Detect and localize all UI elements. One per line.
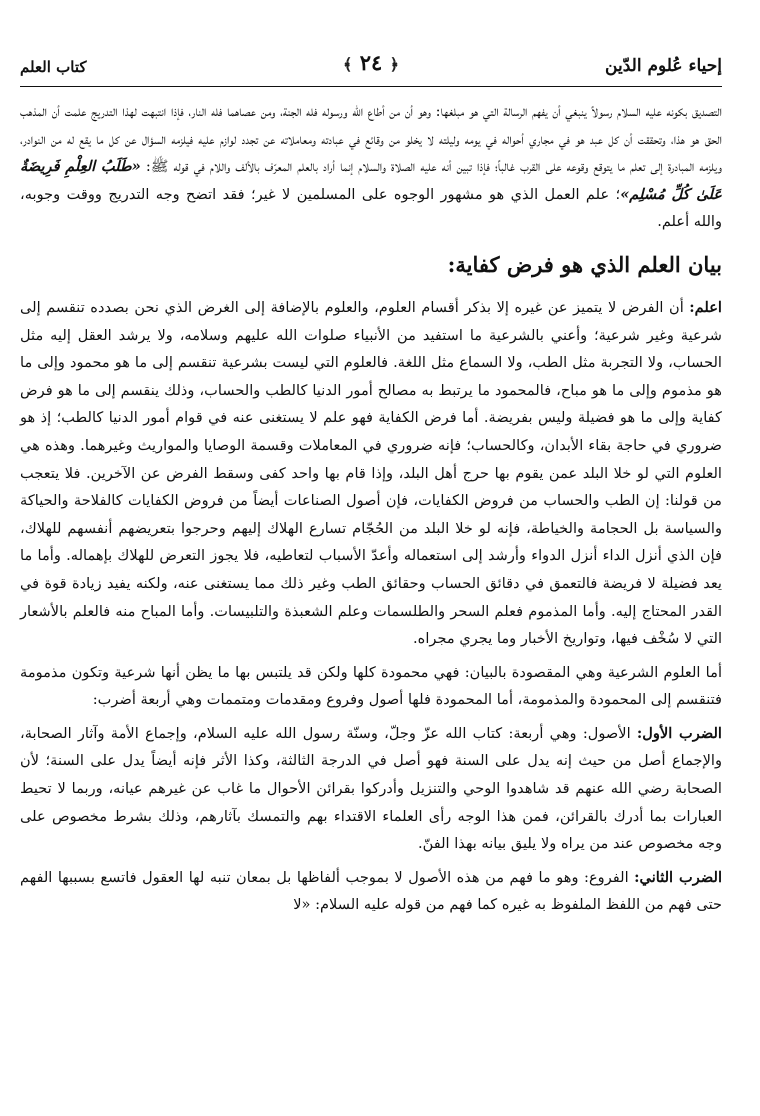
page-header [20, 50, 722, 87]
book-title: إحياء عُلوم الدّين [605, 56, 722, 76]
paragraph-sharia [20, 659, 722, 714]
hadith-quote: «طَلَبُ العِلْمِ فَرِيضَةٌ عَلَىٰ كُلِّ مُسْلِم» [20, 158, 722, 203]
paragraph-text: الأصول: وهي أربعة: كتاب الله عزّ وجلّ، وسنّة رسول الله عليه السلام، وإجماع الأمة وآثار الصحابة، والإجماع أصل من حيث إنه يدل على السنة فهو أصل في الدرجة الثالثة، وكذا الأثر فإنه أيضاً يدل على السنة؛ لأن الصحابة رضي الله عنهم قد شاهدوا الوحي والتنزيل وأدركوا بقرائن الأحوال ما غاب عن غيرهم عيانه، وربما لا تحيط العبارات بما أدرك بالقرائن، فمن هذا الوجه رأى العلماء الاقتداء بهم والتمسك بآثارهم، وذلك بشرط مخصوص على وجه مخصوص عند من يراه ولا يليق بيانه بهذا الفنّ. [20, 724, 722, 853]
paragraph-lead: الضرب الثاني: [634, 868, 722, 886]
page-number: ٢٤ [359, 50, 383, 75]
paragraph-text: ؛ علم العمل الذي هو مشهور الوجوه على المسلمين لا غير؛ فقد اتضح وجه التدريج ووقت وجوبه، والله أعلم. [20, 185, 722, 231]
paragraph-text: الفروع: وهو ما فهم من هذه الأصول لا بموجب ألفاظها بل بمعان تنبه لها العقول فاتسع بسببها الفهم حتى فهم من اللفظ الملفوظ به غيره كما فهم من قوله عليه السلام: «لا [20, 868, 722, 914]
paragraph-text: أن الفرض لا يتميز عن غيره إلا بذكر أقسام العلوم، والعلوم بالإضافة إلى الغرض الذي نحن بصدده تنقسم إلى شرعية وغير شرعية؛ وأعني بالشرعية ما استفيد من الأنبياء صلوات الله عليهم وسلامه، ولا يرشد العقل إليه مثل الحساب، ولا التجربة مثل الطب، ولا السماع مثل اللغة. فالعلوم التي ليست بشرعية تنقسم إلى ما هو محمود وإلى ما هو مذموم وإلى ما هو مباح، فالمحمود ما يرتبط به مصالح أمور الدنيا كالطب والحساب، وذلك ينقسم إلى ما هو فرض كفاية وإلى ما هو فضيلة وليس بفريضة. أما فرض الكفاية فهو علم لا يستغنى عنه في قوام أمور الدنيا كالطب؛ إذ هو ضروري في حاجة بقاء الأبدان، وكالحساب؛ فإنه ضروري في المعاملات وقسمة الوصايا والمواريث وغيرهما. وهذه هي العلوم التي لو خلا البلد عمن يقوم بها حرج أهل البلد، وإذا قام بها واحد كفى وسقط الفرض عن الآخرين. فلا يتعجب من قولنا: إن الطب والحساب من فروض الكفايات، فإن أصول الصناعات أيضاً من فروض الكفايات كالفلاحة والحياكة والسياسة بل الحجامة والخياطة، فإنه لو خلا البلد من الحُجّام تسارع الهلاك إليهم وحرجوا بتعريضهم أنفسهم للهلاك، فإن الذي أنزل الداء أنزل الدواء وأرشد إلى استعماله وأعدّ الأسباب لتعاطيه، فلا يجوز التعرض للهلاك بإهماله. وأما ما يعد فضيلة لا فريضة فالتعمق في دقائق الحساب وحقائق الطب وغير ذلك مما يستغنى عنه، ولكنه يفيد زيادة قوة في القدر المحتاج إليه. وأما المذموم فعلم السحر والطلسمات وعلم الشعبذة والتلبيسات. وأما المباح منه فالعلم بالأشعار التي لا سُخْف فيها، وتواريخ الأخبار وما يجري مجراه. [20, 298, 722, 648]
paragraph-intro [20, 98, 722, 236]
ornament-bracket-icon: ﴾ [343, 55, 353, 74]
page-number-block [343, 50, 399, 75]
paragraph-lead: الضرب الأول: [636, 724, 722, 742]
paragraph-lead: اعلم: [689, 298, 722, 316]
paragraph-text: أما العلوم الشرعية وهي المقصودة بالبيان: فهي محمودة كلها ولكن قد يلتبس بها ما يظن أنها شرعية وتكون مذمومة فتنقسم إلى المحمودة والمذمومة، أما المحمودة فلها أصول وفروع ومقدمات ومتممات وهي أربعة أضرب: [20, 663, 722, 709]
paragraph-text: التصديق بكونه عليه السلام رسولاً ينبغي أن يفهم الرسالة التي هو مبلغها: وهو أن من أطاع الله ورسوله فله الجنة، ومن عصاهما فله النار، فإذا انتبهت لهذا التدريج علمت أن المذهب الحق هو هذا، وتحققت أن كل عبد هو في مجاري أحواله في يومه وليلته لا يخلو من وقائع في عبادته ومعاملاته عن تجدد لوازم عليه فيلزمه السؤال عن كل ما يقع له من النوادر، ويلزمه المبادرة إلى تعلم ما يتوقع وقوعه على القرب غالباً؛ فإذا تبين أنه عليه الصلاة والسلام إنما أراد بالعلم المعرّف بالألف واللام في قوله ﷺ: [20, 103, 722, 176]
section-heading: بيان العلم الذي هو فرض كفاية: [447, 251, 722, 277]
section-title: كتاب العلم [20, 58, 87, 76]
paragraph-first-type [20, 720, 722, 858]
paragraph-know [20, 294, 722, 653]
paragraph-second-type [20, 864, 722, 919]
ornament-bracket-icon: ﴿ [389, 55, 399, 74]
page-body [20, 98, 722, 919]
